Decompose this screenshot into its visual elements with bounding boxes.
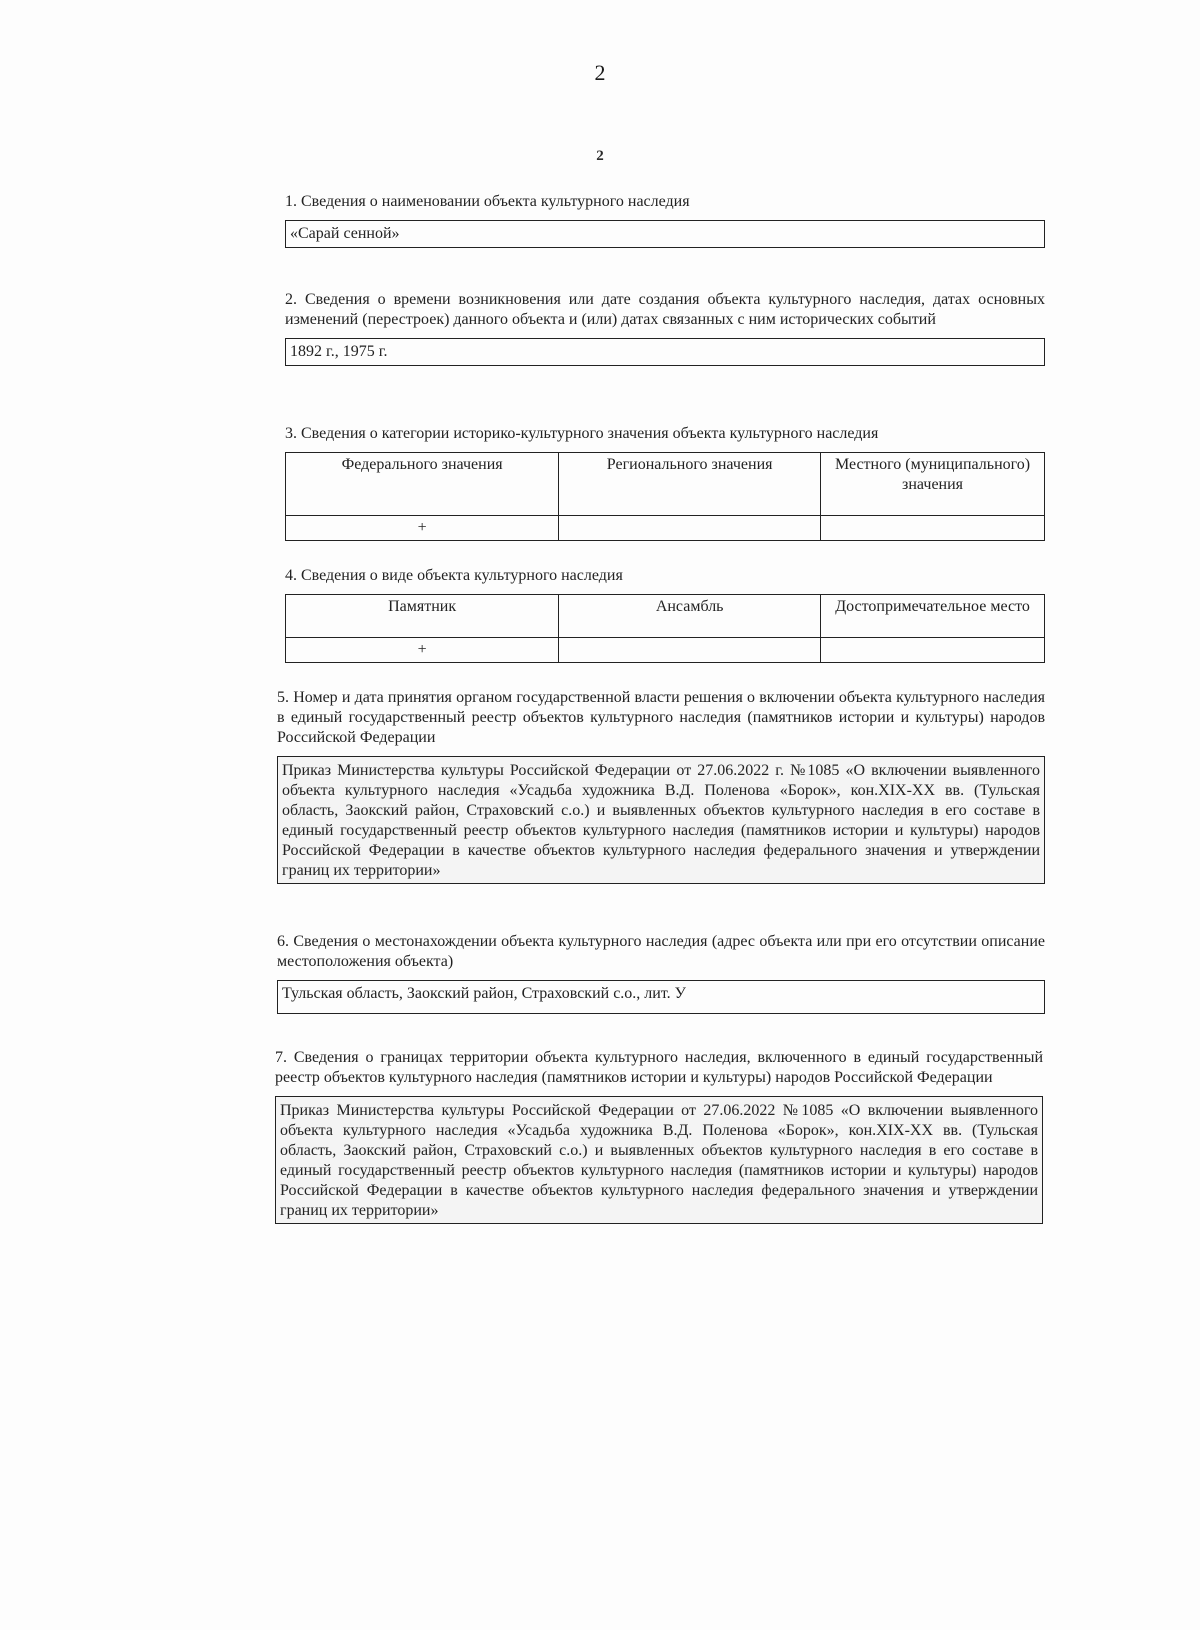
section-2-heading: 2. Сведения о времени возникновения или дате создания объекта культурного наследия, датах основных изменений (перестроек) данного объекта и (или) датах связанных с ним исторических событий (285, 291, 1045, 328)
column-header-local: Местного (муниципального) значения (821, 453, 1045, 516)
territory-box (275, 1096, 1043, 1224)
object-name-box (285, 220, 1045, 248)
mark-ensemble (559, 638, 821, 663)
table-header-row (286, 595, 1045, 638)
column-header-landmark: Достопримечательное место (821, 595, 1045, 638)
mark-landmark (821, 638, 1045, 663)
section-type (285, 566, 1045, 663)
section-6-heading: 6. Сведения о местонахождении объекта культурного наследия (адрес объекта или при его отсутствии описание местоположения объекта) (277, 933, 1045, 970)
scanned-page-number: 2 (596, 148, 604, 164)
table-header-row (286, 453, 1045, 516)
dates-value: 1892 г., 1975 г. (290, 343, 388, 360)
dates-box (285, 338, 1045, 366)
registry-decision-value: Приказ Министерства культуры Российской Федерации от 27.06.2022 г. №1085 «О включении выявленного объекта культурного наследия «Усадьба художника В.Д. Поленова «Борок», кон.XIX-XX вв. (Тульская область, Заокский район, Страховский с.о.) и выявленных объектов культурного наследия в его составе в единый государственный реестр объектов культурного наследия (памятников истории и культуры) народов Российской Федерации в качестве объектов культурного наследия федерального значения и утверждении границ их территории» (282, 762, 1040, 879)
section-5-heading: 5. Номер и дата принятия органом государственной власти решения о включении объекта культурного наследия в единый государственный реестр объектов культурного наследия (памятников истории и культуры) народов Российской Федерации (277, 689, 1045, 746)
section-4-heading: 4. Сведения о виде объекта культурного наследия (285, 567, 623, 584)
object-name-value: «Сарай сенной» (290, 225, 400, 242)
section-territory (275, 1048, 1043, 1224)
table-row (286, 516, 1045, 541)
section-location (277, 932, 1045, 1014)
location-value: Тульская область, Заокский район, Страховский с.о., лит. У (282, 985, 686, 1002)
registry-decision-box (277, 756, 1045, 884)
category-table (285, 452, 1045, 541)
column-header-regional: Регионального значения (559, 453, 821, 516)
mark-local (821, 516, 1045, 541)
mark-regional (559, 516, 821, 541)
section-7-heading: 7. Сведения о границах территории объекта культурного наследия, включенного в единый государственный реестр объектов культурного наследия (памятников истории и культуры) народов Российской Федерации (275, 1049, 1043, 1086)
section-dates (285, 290, 1045, 366)
section-registry-decision (277, 688, 1045, 884)
section-1-heading: 1. Сведения о наименовании объекта культурного наследия (285, 193, 690, 210)
mark-monument: + (286, 638, 559, 663)
column-header-ensemble: Ансамбль (559, 595, 821, 638)
territory-value: Приказ Министерства культуры Российской Федерации от 27.06.2022 №1085 «О включении выявленного объекта культурного наследия «Усадьба художника В.Д. Поленова «Борок», кон.XIX-XX вв. (Тульская область, Заокский район, Страховский с.о.) и выявленных объектов культурного наследия в его составе в единый государственный реестр объектов культурного наследия (памятников истории и культуры) народов Российской Федерации в качестве объектов культурного наследия федерального значения и утверждении границ их территории» (280, 1102, 1038, 1219)
column-header-federal: Федерального значения (286, 453, 559, 516)
section-name (285, 192, 1045, 248)
page-number: 2 (594, 60, 606, 85)
mark-federal: + (286, 516, 559, 541)
location-box (277, 980, 1045, 1014)
table-row (286, 638, 1045, 663)
section-category (285, 424, 1045, 541)
section-3-heading: 3. Сведения о категории историко-культурного значения объекта культурного наследия (285, 425, 879, 442)
column-header-monument: Памятник (286, 595, 559, 638)
type-table (285, 594, 1045, 663)
